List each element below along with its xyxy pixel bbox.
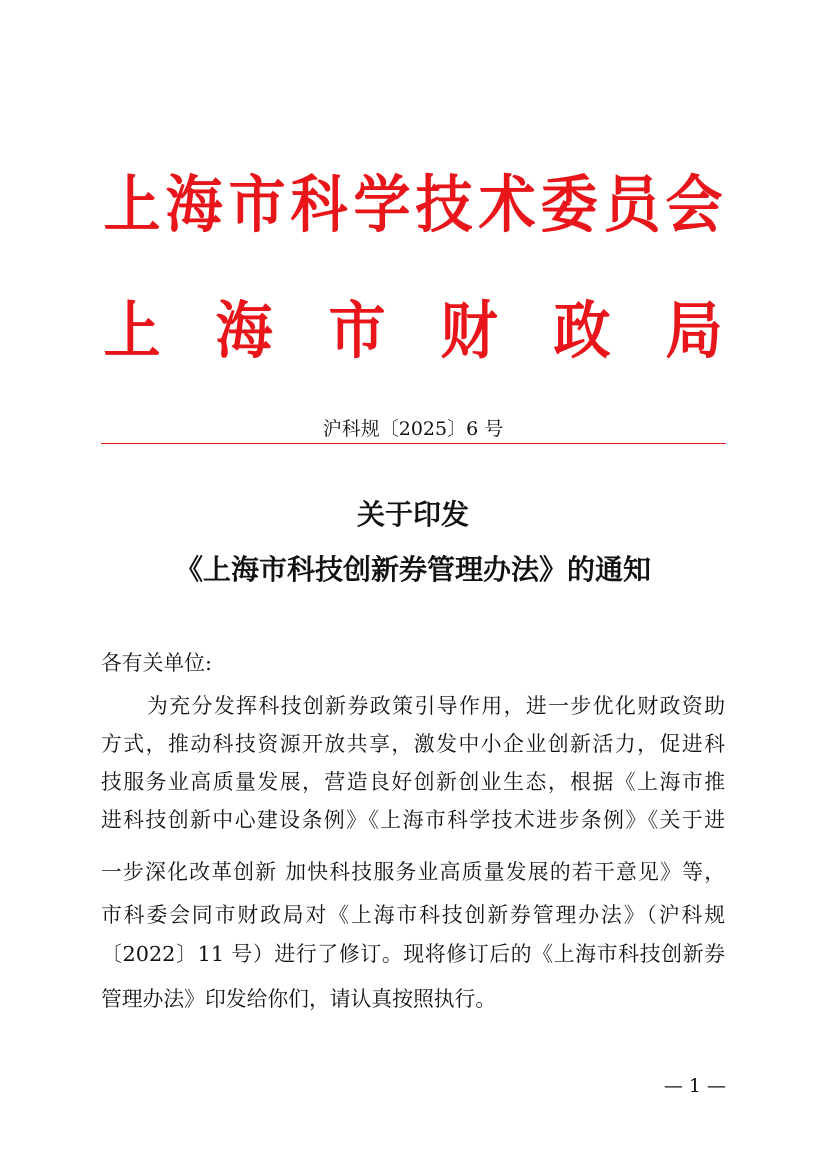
notice-title-line-2: 《上海市科技创新券管理办法》的通知 (174, 553, 651, 586)
salutation: 各有关单位: (101, 651, 212, 675)
issuer-char: 上 (103, 294, 161, 367)
paragraph-line: 一步深化改革创新 加快科技服务业高质量发展的若干意见》等， (101, 860, 725, 884)
paragraph-line: 进科技创新中心建设条例》《上海市科学技术进步条例》《关于进 (101, 808, 725, 832)
issuer-char: 委 (540, 168, 598, 241)
issuer-char: 技 (415, 168, 473, 241)
paragraph-line: 方式，推动科技资源开放共享，激发中小企业创新活力，促进科 (101, 732, 725, 756)
issuer-char: 学 (353, 168, 411, 241)
issuer-char: 科 (290, 168, 348, 241)
paragraph-line: 为充分发挥科技创新券政策引导作用，进一步优化财政资助 (147, 694, 725, 718)
page-number: — 1 — (663, 1075, 726, 1097)
issuer-char: 员 (602, 168, 661, 241)
issuer-char: 上 (103, 168, 161, 241)
issuer-char: 市 (328, 294, 386, 367)
paragraph-line: 管理办法》印发给你们，请认真按照执行。 (101, 987, 497, 1011)
issuer-char: 海 (215, 294, 273, 367)
notice-title-line-1: 关于印发 (356, 498, 469, 531)
paragraph-line: 〔2022〕11 号）进行了修订。现将修订后的《上海市科技创新券 (101, 942, 725, 966)
paragraph-line: 技服务业高质量发展，营造良好创新创业生态，根据《上海市推 (101, 770, 725, 794)
red-divider-line (101, 443, 726, 444)
issuer-char: 会 (665, 168, 723, 241)
issuer-char: 政 (553, 294, 611, 367)
issuer-char: 市 (228, 168, 286, 241)
issuer-char: 术 (478, 168, 536, 241)
issuer-header-line-2 (101, 296, 725, 366)
issuer-header-line-1 (101, 170, 725, 240)
document-number: 沪科规〔2025〕6 号 (322, 418, 504, 440)
issuer-char: 财 (440, 294, 498, 367)
issuer-char: 局 (665, 294, 723, 367)
paragraph-line: 市科委会同市财政局对《上海市科技创新券管理办法》（沪科规 (101, 903, 725, 927)
issuer-char: 海 (165, 168, 223, 241)
